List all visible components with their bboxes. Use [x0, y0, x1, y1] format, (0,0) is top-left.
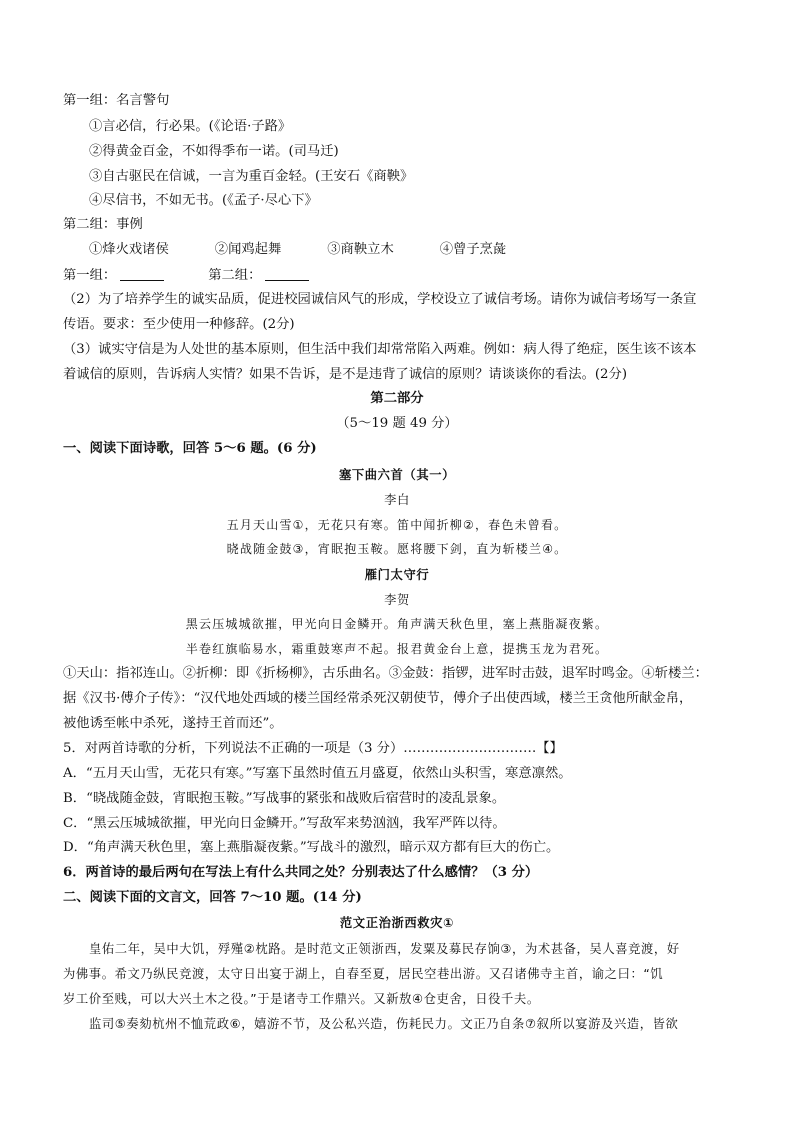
prose-line-4: 监司⑤奏劾杭州不恤荒政⑥，嬉游不节，及公私兴造，伤耗民力。文正乃自条⑦叙所以宴游及兴造，皆欲 — [89, 1017, 679, 1031]
option-a: A．“五月天山雪，无花只有寒。”写塞下虽然时值五月盛夏，依然山头积雪，寒意凛然。 — [63, 766, 572, 781]
example-4: ④曾子烹彘 — [439, 242, 507, 257]
option-b: B．“晓战随金鼓，宵眠抱玉鞍。”写战事的紧张和战败后宿营时的凌乱景象。 — [63, 791, 506, 806]
section2-heading: 二、阅读下面的文言文，回答 7～10 题。(14 分) — [63, 890, 362, 905]
example-2: ②闻鸡起舞 — [214, 242, 282, 257]
option-d: D．“角声满天秋色里，塞上燕脂凝夜紫。”写战斗的激烈，暗示双方都有巨大的伤亡。 — [63, 840, 560, 855]
q2-line-2: 传语。要求：至少使用一种修辞。(2分) — [63, 317, 295, 332]
prose-line-2: 为佛事。希文乃纵民竞渡，太守日出宴于湖上，自春至夏，居民空巷出游。又召诸佛寺主首，谕之曰：“饥 — [63, 967, 664, 981]
notes-line-2: 据《汉书·傅介子传》：“汉代地处西域的楼兰国经常杀死汉朝使节，傅介子出使西域，楼兰王贪他所献金帛， — [63, 691, 693, 706]
answer-row — [63, 266, 309, 285]
quote-2: ②得黄金百金，不如得季布一诺。(司马迁) — [89, 144, 339, 159]
prose-line-3: 岁工价至贱，可以大兴土木之役。”于是诸寺工作鼎兴。又新敖④仓吏舍，日役千夫。 — [63, 992, 540, 1006]
answer-group1-blank[interactable] — [120, 266, 164, 281]
answer-group2-label: 第二组： — [208, 268, 262, 283]
quote-1: ①言必信，行必果。(《论语·子路》 — [89, 119, 292, 134]
answer-group2-blank[interactable] — [265, 266, 309, 281]
question-5: 5．对两首诗歌的分析，下列说法不正确的一项是（3 分）…………………………【】 — [63, 741, 563, 756]
prose-title: 范文正治浙西救灾① — [339, 916, 455, 930]
poem1-line-2: 晓战随金鼓③，宵眠抱玉鞍。愿将腰下剑，直为斩楼兰④。 — [226, 542, 568, 556]
example-1: ①烽火戏诸侯 — [89, 242, 169, 257]
poem2-author: 李贺 — [384, 593, 410, 607]
part2-title: 第二部分 — [370, 391, 424, 406]
group2-title: 第二组：事例 — [63, 217, 143, 232]
q3-line-1: （3）诚实守信是为人处世的基本原则，但生活中我们却常常陷入两难。例如：病人得了绝症，医生该不该本 — [63, 342, 697, 357]
answer-group1-label: 第一组： — [63, 268, 117, 283]
section1-heading: 一、阅读下面诗歌，回答 5～6 题。(6 分) — [63, 441, 317, 456]
question-6: 6．两首诗的最后两句在写法上有什么共同之处？分别表达了什么感情？（3 分） — [63, 865, 539, 880]
poem1-author: 李白 — [384, 493, 410, 507]
poem1-line-1: 五月天山雪①，无花只有寒。笛中闻折柳②，春色未曾看。 — [226, 518, 568, 532]
prose-line-1: 皇佑二年，吴中大饥，殍殣②枕路。是时范文正领浙西，发粟及募民存饷③，为术甚备，吴人喜竞渡，好 — [89, 942, 680, 956]
part2-subtitle: （5～19 题 49 分） — [336, 416, 458, 431]
q3-line-2: 着诚信的原则，告诉病人实情？如果不告诉，是不是违背了诚信的原则？请谈谈你的看法。(2分) — [63, 367, 628, 382]
quote-3: ③自古驱民在信诚，一言为重百金轻。(王安石《商鞅》 — [89, 169, 414, 184]
q2-line-1: （2）为了培养学生的诚实品质，促进校园诚信风气的形成，学校设立了诚信考场。请你为诚信考场写一条宣 — [63, 292, 697, 307]
quote-4: ④尽信书，不如无书。(《孟子·尽心下》 — [89, 193, 318, 208]
examples-row — [89, 241, 506, 259]
poem2-line-1: 黑云压城城欲摧，甲光向日金鳞开。角声满天秋色里，塞上燕脂凝夜紫。 — [185, 617, 609, 631]
example-3: ③商鞅立木 — [327, 242, 394, 257]
poem2-line-2: 半卷红旗临易水，霜重鼓寒声不起。报君黄金台上意，提携玉龙为君死。 — [185, 642, 609, 656]
group1-title: 第一组：名言警句 — [63, 93, 170, 108]
poem2-title: 雁门太守行 — [364, 568, 430, 582]
notes-line-1: ①天山：指祁连山。②折柳：即《折杨柳》，古乐曲名。③金鼓：指锣，进军时击鼓，退军时鸣金。④斩楼兰： — [63, 666, 708, 681]
notes-line-3: 被他诱至帐中杀死，遂持王首而还”。 — [63, 716, 283, 731]
poem1-title: 塞下曲六首（其一） — [338, 468, 456, 482]
option-c: C．“黑云压城城欲摧，甲光向日金鳞开。”写敌军来势汹汹，我军严阵以待。 — [63, 816, 506, 831]
